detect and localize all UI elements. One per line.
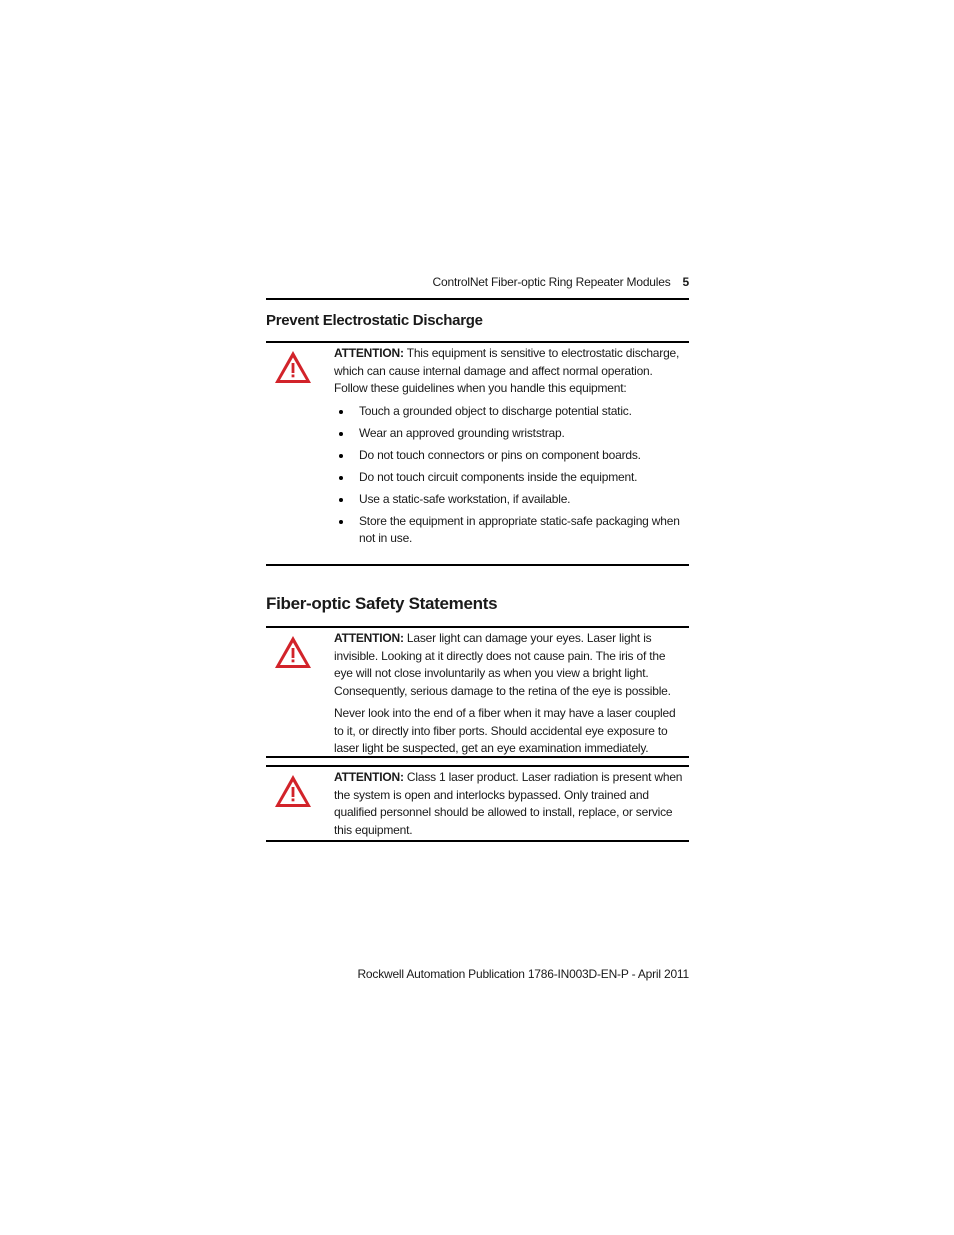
attention-text-esd: [334, 345, 687, 552]
list-item: [334, 491, 687, 509]
list-item-text: Touch a grounded object to discharge potential static.: [359, 403, 632, 418]
running-title: ControlNet Fiber-optic Ring Repeater Modules: [432, 275, 671, 289]
attention-box-class1-laser: [266, 765, 689, 842]
attention-label: ATTENTION:: [334, 631, 404, 645]
attention-body: Laser light can damage your eyes. Laser light is invisible. Looking at it directly does not cause pain. The iris of the eye will not close involuntarily as when you view a bright light. Consequently, serious damage to the retina of the eye is possible.: [334, 631, 671, 698]
publication-footer: Rockwell Automation Publication 1786-IN003D-EN-P - April 2011: [357, 967, 689, 981]
attention-paragraph: [334, 345, 687, 398]
attention-label: ATTENTION:: [334, 346, 404, 360]
attention-paragraph: [334, 630, 687, 700]
list-item: [334, 403, 687, 421]
page-number: 5: [682, 275, 689, 289]
bullet-icon: [339, 498, 343, 502]
list-item: [334, 513, 687, 548]
attention-box-laser-eyes: [266, 626, 689, 758]
bullet-icon: [339, 432, 343, 436]
list-item-text: Store the equipment in appropriate static-safe packaging when not in use.: [359, 513, 680, 545]
list-item: [334, 447, 687, 465]
running-header: [266, 275, 689, 289]
list-item-text: Wear an approved grounding wriststrap.: [359, 425, 565, 440]
warning-triangle-icon: [273, 773, 313, 809]
attention-box-esd: [266, 341, 689, 566]
attention-body: This equipment is sensitive to electrostatic discharge, which can cause internal damage and affect normal operation. Follow these guidelines when you handle this equipment:: [334, 346, 680, 395]
list-item-text: Do not touch circuit components inside the equipment.: [359, 469, 638, 484]
attention-text-class1-laser: [334, 769, 687, 839]
section-heading-fiber-optic: Fiber-optic Safety Statements: [266, 594, 498, 613]
section-heading-esd: Prevent Electrostatic Discharge: [266, 312, 483, 329]
list-item: [334, 469, 687, 487]
list-item: [334, 425, 687, 443]
attention-paragraph-2: Never look into the end of a fiber when it may have a laser coupled to it, or directly into fiber ports. Should accidental eye exposure to laser light be suspected, get an eye examination immediately.: [334, 706, 676, 755]
warning-triangle-icon: [273, 634, 313, 670]
header-rule: [266, 298, 689, 300]
esd-guidelines-list: [334, 403, 687, 548]
list-item-text: Do not touch connectors or pins on component boards.: [359, 447, 641, 462]
attention-paragraph: [334, 769, 687, 839]
bullet-icon: [339, 410, 343, 414]
attention-label: ATTENTION:: [334, 770, 404, 784]
warning-triangle-icon: [273, 349, 313, 385]
attention-body: Class 1 laser product. Laser radiation is present when the system is open and interlocks bypassed. Only trained and qualified personnel should be allowed to install, replace, or service this equipment.: [334, 770, 683, 837]
attention-text-laser-eyes: [334, 630, 687, 758]
bullet-icon: [339, 454, 343, 458]
list-item-text: Use a static-safe workstation, if available.: [359, 491, 571, 506]
bullet-icon: [339, 476, 343, 480]
bullet-icon: [339, 520, 343, 524]
